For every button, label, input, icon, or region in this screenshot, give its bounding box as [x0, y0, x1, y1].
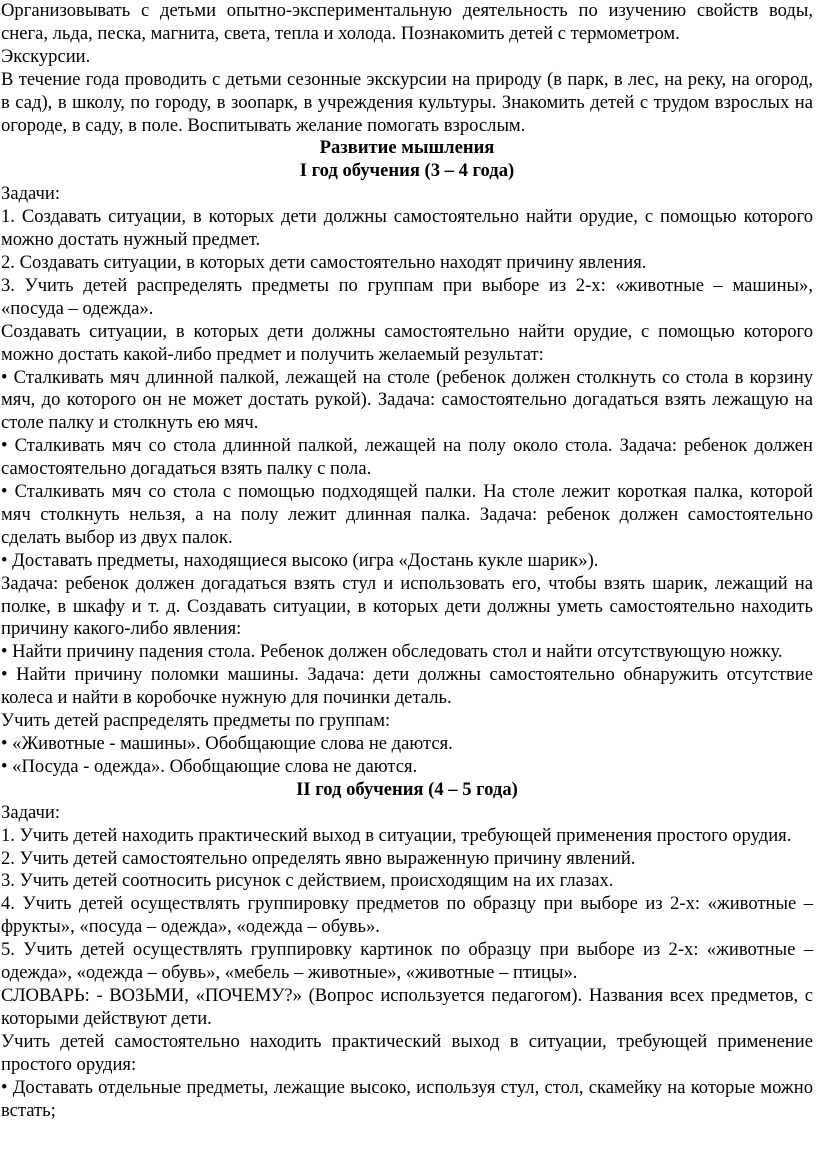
- bullet-item: • Сталкивать мяч со стола с помощью подходящей палки. На столе лежит короткая палка, которой мяч столкнуть нельзя, а на полу лежит длинная палка. Задача: ребенок должен самостоятельно сделать выбор из двух палок.: [1, 481, 813, 548]
- tasks-label: Задачи:: [1, 183, 61, 205]
- task-item: 4. Учить детей осуществлять группировку предметов по образцу при выборе из 2-х: «животные – фрукты», «посуда – одежда», «одежда – обувь».: [1, 893, 813, 938]
- task-item: 2. Создавать ситуации, в которых дети самостоятельно находят причину явления.: [1, 251, 647, 273]
- subsection-heading-year-1: I год обучения (3 – 4 года): [299, 160, 515, 182]
- task-item: 2. Учить детей самостоятельно определять явно выраженную причину явлений.: [1, 847, 636, 869]
- paragraph: Учить детей распределять предметы по группам:: [1, 710, 391, 732]
- tasks-label: Задачи:: [1, 801, 61, 823]
- paragraph-experiments: Организовывать с детьми опытно-экспериментальную деятельность по изучению свойств воды, снега, льда, песка, магнита, света, тепла и холода. Познакомить детей с термометром.: [1, 0, 813, 44]
- bullet-item: • Найти причину поломки машины. Задача: дети должны самостоятельно обнаружить отсутствие колеса и найти в коробочке нужную для починки деталь.: [1, 664, 813, 709]
- bullet-item: • Найти причину падения стола. Ребенок должен обследовать стол и найти отсутствующую ножку.: [1, 641, 783, 663]
- paragraph: Задача: ребенок должен догадаться взять стул и использовать его, чтобы взять шарик, лежащий на полке, в шкафу и т. д. Создавать ситуации, в которых дети должны уметь самостоятельно находить причину какого-либо явления:: [1, 572, 813, 640]
- vocabulary-paragraph: СЛОВАРЬ: - ВОЗЬМИ, «ПОЧЕМУ?» (Вопрос используется педагогом). Названия всех предметов, с которыми действуют дети.: [1, 984, 813, 1029]
- bullet-item: • Сталкивать мяч со стола длинной палкой, лежащей на полу около стола. Задача: ребенок должен самостоятельно догадаться взять палку с пола.: [1, 435, 813, 480]
- subsection-heading-year-2: II год обучения (4 – 5 года): [296, 778, 518, 800]
- task-item: 5. Учить детей осуществлять группировку картинок по образцу при выборе из 2-х: «животные – одежда», «одежда – обувь», «мебель – животные», «животные – птицы».: [1, 939, 813, 984]
- bullet-item: • «Посуда - одежда». Обобщающие слова не даются.: [1, 755, 418, 777]
- task-item: 1. Учить детей находить практический выход в ситуации, требующей применения простого орудия.: [1, 824, 792, 846]
- paragraph-excursions: В течение года проводить с детьми сезонные экскурсии на природу (в парк, в лес, на реку, на огород, в сад), в школу, по городу, в зоопарк, в учреждения культуры. Знакомить детей с трудом взрослых на огороде, в саду, в поле. Воспитывать желание помогать взрослым.: [1, 68, 813, 136]
- task-item: 1. Создавать ситуации, в которых дети должны самостоятельно найти орудие, с помощью которого можно достать нужный предмет.: [1, 206, 813, 251]
- bullet-item: • «Животные - машины». Обобщающие слова не даются.: [1, 733, 453, 754]
- task-item: 3. Учить детей распределять предметы по группам при выборе из 2-х: «животные – машины», «посуда – одежда».: [1, 274, 813, 319]
- paragraph: Учить детей самостоятельно находить практический выход в ситуации, требующей применение простого орудия:: [1, 1030, 813, 1075]
- task-item: 3. Учить детей соотносить рисунок с действием, происходящим на их глазах.: [1, 870, 614, 892]
- bullet-item: • Доставать отдельные предметы, лежащие высоко, используя стул, стол, скамейку на которые можно встать;: [1, 1076, 813, 1121]
- bullet-item: • Сталкивать мяч длинной палкой, лежащей на столе (ребенок должен столкнуть со стола в корзину мяч, до которого он не может достать рукой). Задача: самостоятельно догадаться взять лежащую на столе палку и столкнуть ею мяч.: [1, 366, 813, 434]
- bullet-item: • Доставать предметы, находящиеся высоко (игра «Достань кукле шарик»).: [1, 549, 599, 571]
- paragraph: Создавать ситуации, в которых дети должны самостоятельно найти орудие, с помощью которого можно достать какой-либо предмет и получить желаемый результат:: [1, 320, 813, 365]
- paragraph-excursions-label: Экскурсии.: [1, 45, 91, 67]
- section-heading: Развитие мышления: [319, 137, 495, 159]
